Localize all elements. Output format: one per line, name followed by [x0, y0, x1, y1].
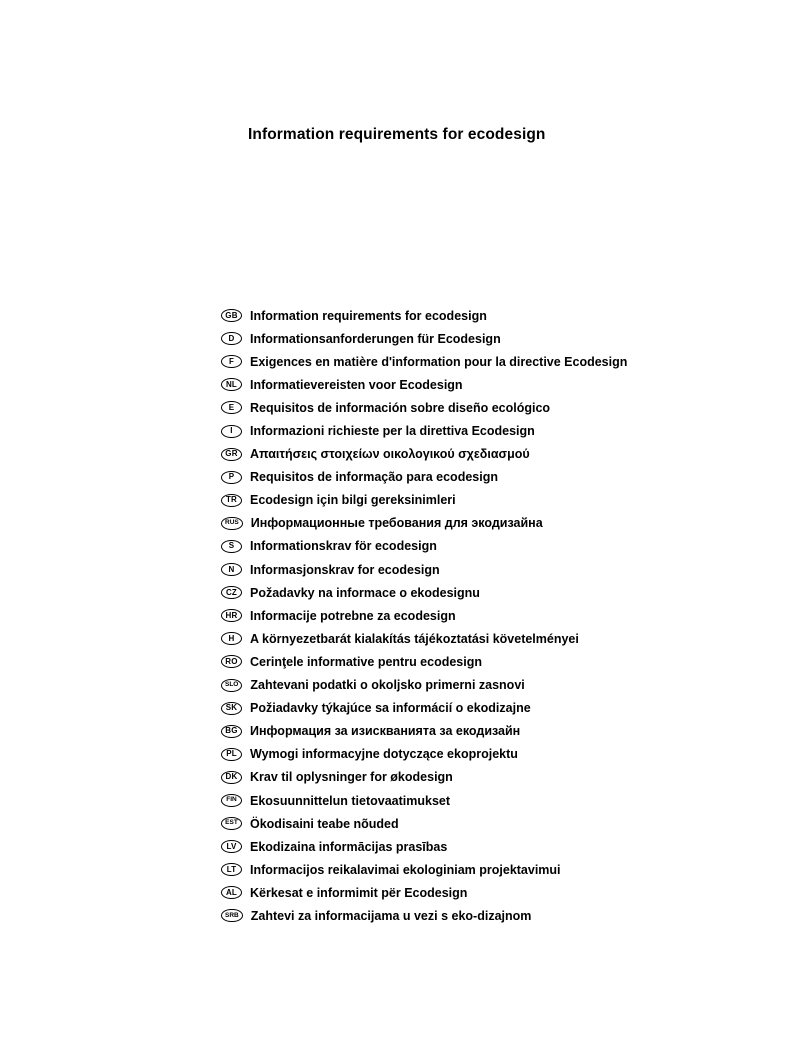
- language-row: [221, 373, 627, 396]
- language-text: Wymogi informacyjne dotyczące ekoprojektu: [250, 747, 518, 762]
- language-text: Zahtevi za informacijama u vezi s eko-dizajnom: [250, 908, 532, 923]
- language-code-badge: DK: [221, 771, 242, 784]
- language-row: [221, 558, 627, 581]
- language-row: [221, 650, 627, 673]
- language-row: [221, 812, 627, 835]
- language-code-badge: HR: [221, 609, 242, 622]
- language-text: Requisitos de información sobre diseño ecológico: [250, 400, 551, 415]
- language-text: A környezetbarát kialakítás tájékoztatási követelményei: [250, 631, 579, 646]
- language-code-badge: SLO: [221, 679, 242, 692]
- language-text: Ekosuunnittelun tietovaatimukset: [250, 793, 451, 808]
- language-code-badge: LV: [221, 840, 242, 853]
- language-text: Ecodesign için bilgi gereksinimleri: [250, 493, 456, 508]
- language-row: [221, 489, 627, 512]
- language-row: [221, 604, 627, 627]
- language-row: [221, 743, 627, 766]
- language-row: [221, 766, 627, 789]
- language-text: Informationskrav för ecodesign: [250, 539, 437, 554]
- language-text: Krav til oplysninger for økodesign: [250, 770, 453, 785]
- language-row: [221, 419, 627, 442]
- language-row: [221, 512, 627, 535]
- language-code-badge: S: [221, 540, 242, 553]
- language-code-badge: FIN: [221, 794, 242, 807]
- language-row: [221, 697, 627, 720]
- language-text: Požadavky na informace o ekodesignu: [250, 585, 480, 600]
- language-text: Informazioni richieste per la direttiva Ecodesign: [250, 424, 535, 439]
- language-text: Kërkesat e informimit për Ecodesign: [250, 885, 468, 900]
- language-row: [221, 396, 627, 419]
- language-text: Cerinţele informative pentru ecodesign: [250, 654, 482, 669]
- language-row: [221, 904, 627, 927]
- language-code-badge: GR: [221, 448, 242, 461]
- language-code-badge: P: [221, 471, 242, 484]
- language-code-badge: TR: [221, 494, 242, 507]
- language-text: Информационные требования для экодизайна: [250, 516, 543, 531]
- language-code-badge: SK: [221, 702, 242, 715]
- language-text: Zahtevani podatki o okoljsko primerni zasnovi: [250, 678, 525, 693]
- language-text: Информация за изискванията за екодизайн: [250, 724, 521, 739]
- language-text: Ekodizaina informācijas prasības: [250, 839, 448, 854]
- language-text: Information requirements for ecodesign: [250, 308, 487, 323]
- language-code-badge: EST: [221, 817, 242, 830]
- language-text: Informatievereisten voor Ecodesign: [250, 377, 463, 392]
- language-code-badge: D: [221, 332, 242, 345]
- language-row: [221, 466, 627, 489]
- language-list: [221, 304, 627, 928]
- language-text: Informacije potrebne za ecodesign: [250, 608, 456, 623]
- language-code-badge: I: [221, 425, 242, 438]
- language-row: [221, 443, 627, 466]
- language-row: [221, 327, 627, 350]
- language-row: [221, 535, 627, 558]
- language-code-badge: N: [221, 563, 242, 576]
- language-text: Requisitos de informação para ecodesign: [250, 470, 498, 485]
- language-text: Informationsanforderungen für Ecodesign: [250, 331, 501, 346]
- language-row: [221, 720, 627, 743]
- language-code-badge: CZ: [221, 586, 242, 599]
- language-text: Informasjonskrav for ecodesign: [250, 562, 440, 577]
- language-text: Požiadavky týkajúce sa informácií o ekodizajne: [250, 701, 531, 716]
- language-row: [221, 627, 627, 650]
- language-row: [221, 304, 627, 327]
- language-code-badge: PL: [221, 748, 242, 761]
- language-row: [221, 789, 627, 812]
- language-row: [221, 674, 627, 697]
- language-text: Απαιτήσεις στοιχείων οικολογικού σχεδιασμού: [250, 447, 530, 462]
- language-text: Informacijos reikalavimai ekologiniam projektavimui: [250, 862, 561, 877]
- language-code-badge: GB: [221, 309, 242, 322]
- language-text: Ökodisaini teabe nõuded: [250, 816, 399, 831]
- language-code-badge: RUS: [221, 517, 243, 530]
- language-code-badge: AL: [221, 886, 242, 899]
- language-code-badge: BG: [221, 725, 242, 738]
- language-code-badge: H: [221, 632, 242, 645]
- language-code-badge: NL: [221, 378, 242, 391]
- language-code-badge: E: [221, 401, 242, 414]
- language-text: Exigences en matière d'information pour la directive Ecodesign: [250, 354, 628, 369]
- language-code-badge: SRB: [221, 909, 243, 922]
- language-code-badge: LT: [221, 863, 242, 876]
- language-code-badge: RO: [221, 655, 242, 668]
- page-title: Information requirements for ecodesign: [248, 126, 546, 143]
- language-row: [221, 350, 627, 373]
- language-row: [221, 581, 627, 604]
- language-row: [221, 835, 627, 858]
- language-row: [221, 858, 627, 881]
- language-row: [221, 881, 627, 904]
- language-code-badge: F: [221, 355, 242, 368]
